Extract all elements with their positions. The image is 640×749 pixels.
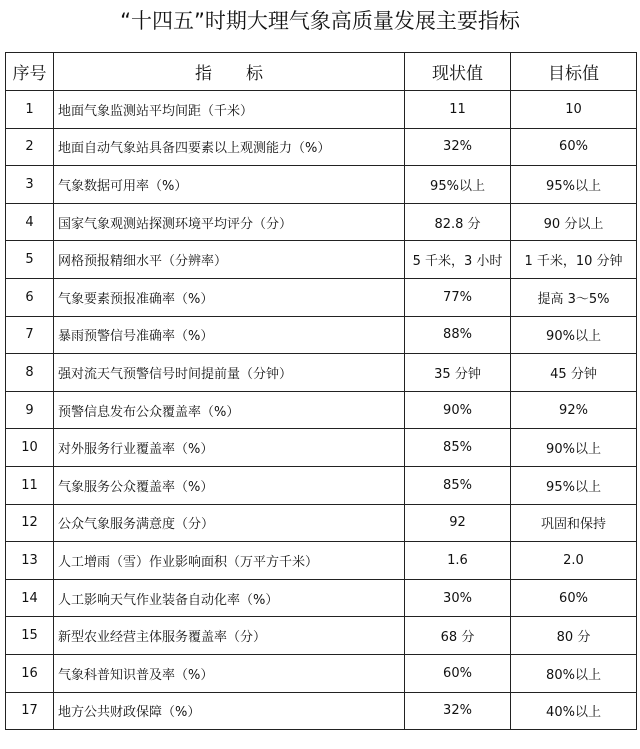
table-row [6, 91, 637, 129]
current-value: 35 分钟 [405, 354, 511, 392]
row-number: 14 [6, 579, 54, 617]
target-value: 提高 3～5% [511, 278, 637, 316]
indicator-name: 人工增雨（雪）作业影响面积（万平方千米） [54, 542, 405, 580]
row-number: 16 [6, 654, 54, 692]
current-value: 90% [405, 391, 511, 429]
target-value: 45 分钟 [511, 354, 637, 392]
table-row [6, 504, 637, 542]
target-value: 10 [511, 91, 637, 129]
indicator-name: 气象数据可用率（%） [54, 166, 405, 204]
table-row [6, 466, 637, 504]
current-value: 82.8 分 [405, 203, 511, 241]
document-title: “十四五”时期大理气象高质量发展主要指标 [120, 9, 520, 33]
current-value: 85% [405, 466, 511, 504]
indicator-name: 国家气象观测站探测环境平均评分（分） [54, 203, 405, 241]
row-number: 6 [6, 278, 54, 316]
row-number: 1 [6, 91, 54, 129]
current-value: 77% [405, 278, 511, 316]
current-value: 92 [405, 504, 511, 542]
row-number: 9 [6, 391, 54, 429]
target-value: 90%以上 [511, 316, 637, 354]
indicator-name: 人工影响天气作业装备自动化率（%） [54, 579, 405, 617]
indicator-name: 气象要素预报准确率（%） [54, 278, 405, 316]
indicator-name: 暴雨预警信号准确率（%） [54, 316, 405, 354]
indicator-name: 公众气象服务满意度（分） [54, 504, 405, 542]
target-value: 80 分 [511, 617, 637, 655]
table-row [6, 579, 637, 617]
row-number: 17 [6, 692, 54, 730]
table-row [6, 203, 637, 241]
table-row [6, 617, 637, 655]
current-value: 32% [405, 692, 511, 730]
current-value: 30% [405, 579, 511, 617]
current-value: 60% [405, 654, 511, 692]
indicator-name: 地面气象监测站平均间距（千米） [54, 91, 405, 129]
header-current: 现状值 [405, 53, 511, 91]
table-row [6, 354, 637, 392]
table-row [6, 166, 637, 204]
row-number: 2 [6, 128, 54, 166]
current-value: 5 千米，3 小时 [405, 241, 511, 279]
row-number: 3 [6, 166, 54, 204]
target-value: 95%以上 [511, 466, 637, 504]
indicator-name: 网格预报精细水平（分辨率） [54, 241, 405, 279]
table-header-row [6, 53, 637, 91]
current-value: 32% [405, 128, 511, 166]
target-value: 2.0 [511, 542, 637, 580]
table-row [6, 241, 637, 279]
row-number: 15 [6, 617, 54, 655]
header-target: 目标值 [511, 53, 637, 91]
table-row [6, 128, 637, 166]
current-value: 85% [405, 429, 511, 467]
target-value: 40%以上 [511, 692, 637, 730]
indicator-name: 气象科普知识普及率（%） [54, 654, 405, 692]
table-row [6, 542, 637, 580]
row-number: 4 [6, 203, 54, 241]
indicators-table [5, 52, 637, 730]
target-value: 60% [511, 128, 637, 166]
target-value: 80%以上 [511, 654, 637, 692]
header-indicator: 指 标 [54, 53, 405, 91]
target-value: 1 千米，10 分钟 [511, 241, 637, 279]
indicator-name: 气象服务公众覆盖率（%） [54, 466, 405, 504]
current-value: 11 [405, 91, 511, 129]
target-value: 95%以上 [511, 166, 637, 204]
current-value: 88% [405, 316, 511, 354]
indicator-name: 对外服务行业覆盖率（%） [54, 429, 405, 467]
indicator-name: 预警信息发布公众覆盖率（%） [54, 391, 405, 429]
row-number: 12 [6, 504, 54, 542]
header-no: 序号 [6, 53, 54, 91]
table-row [6, 316, 637, 354]
table-row [6, 278, 637, 316]
table-row [6, 692, 637, 730]
indicator-name: 地面自动气象站具备四要素以上观测能力（%） [54, 128, 405, 166]
target-value: 92% [511, 391, 637, 429]
indicator-name: 新型农业经营主体服务覆盖率（分） [54, 617, 405, 655]
table-row [6, 429, 637, 467]
row-number: 11 [6, 466, 54, 504]
indicator-name: 地方公共财政保障（%） [54, 692, 405, 730]
table-row [6, 654, 637, 692]
indicator-name: 强对流天气预警信号时间提前量（分钟） [54, 354, 405, 392]
row-number: 8 [6, 354, 54, 392]
row-number: 13 [6, 542, 54, 580]
row-number: 7 [6, 316, 54, 354]
row-number: 5 [6, 241, 54, 279]
target-value: 60% [511, 579, 637, 617]
target-value: 巩固和保持 [511, 504, 637, 542]
row-number: 10 [6, 429, 54, 467]
target-value: 90%以上 [511, 429, 637, 467]
target-value: 90 分以上 [511, 203, 637, 241]
table-row [6, 391, 637, 429]
current-value: 95%以上 [405, 166, 511, 204]
current-value: 1.6 [405, 542, 511, 580]
current-value: 68 分 [405, 617, 511, 655]
